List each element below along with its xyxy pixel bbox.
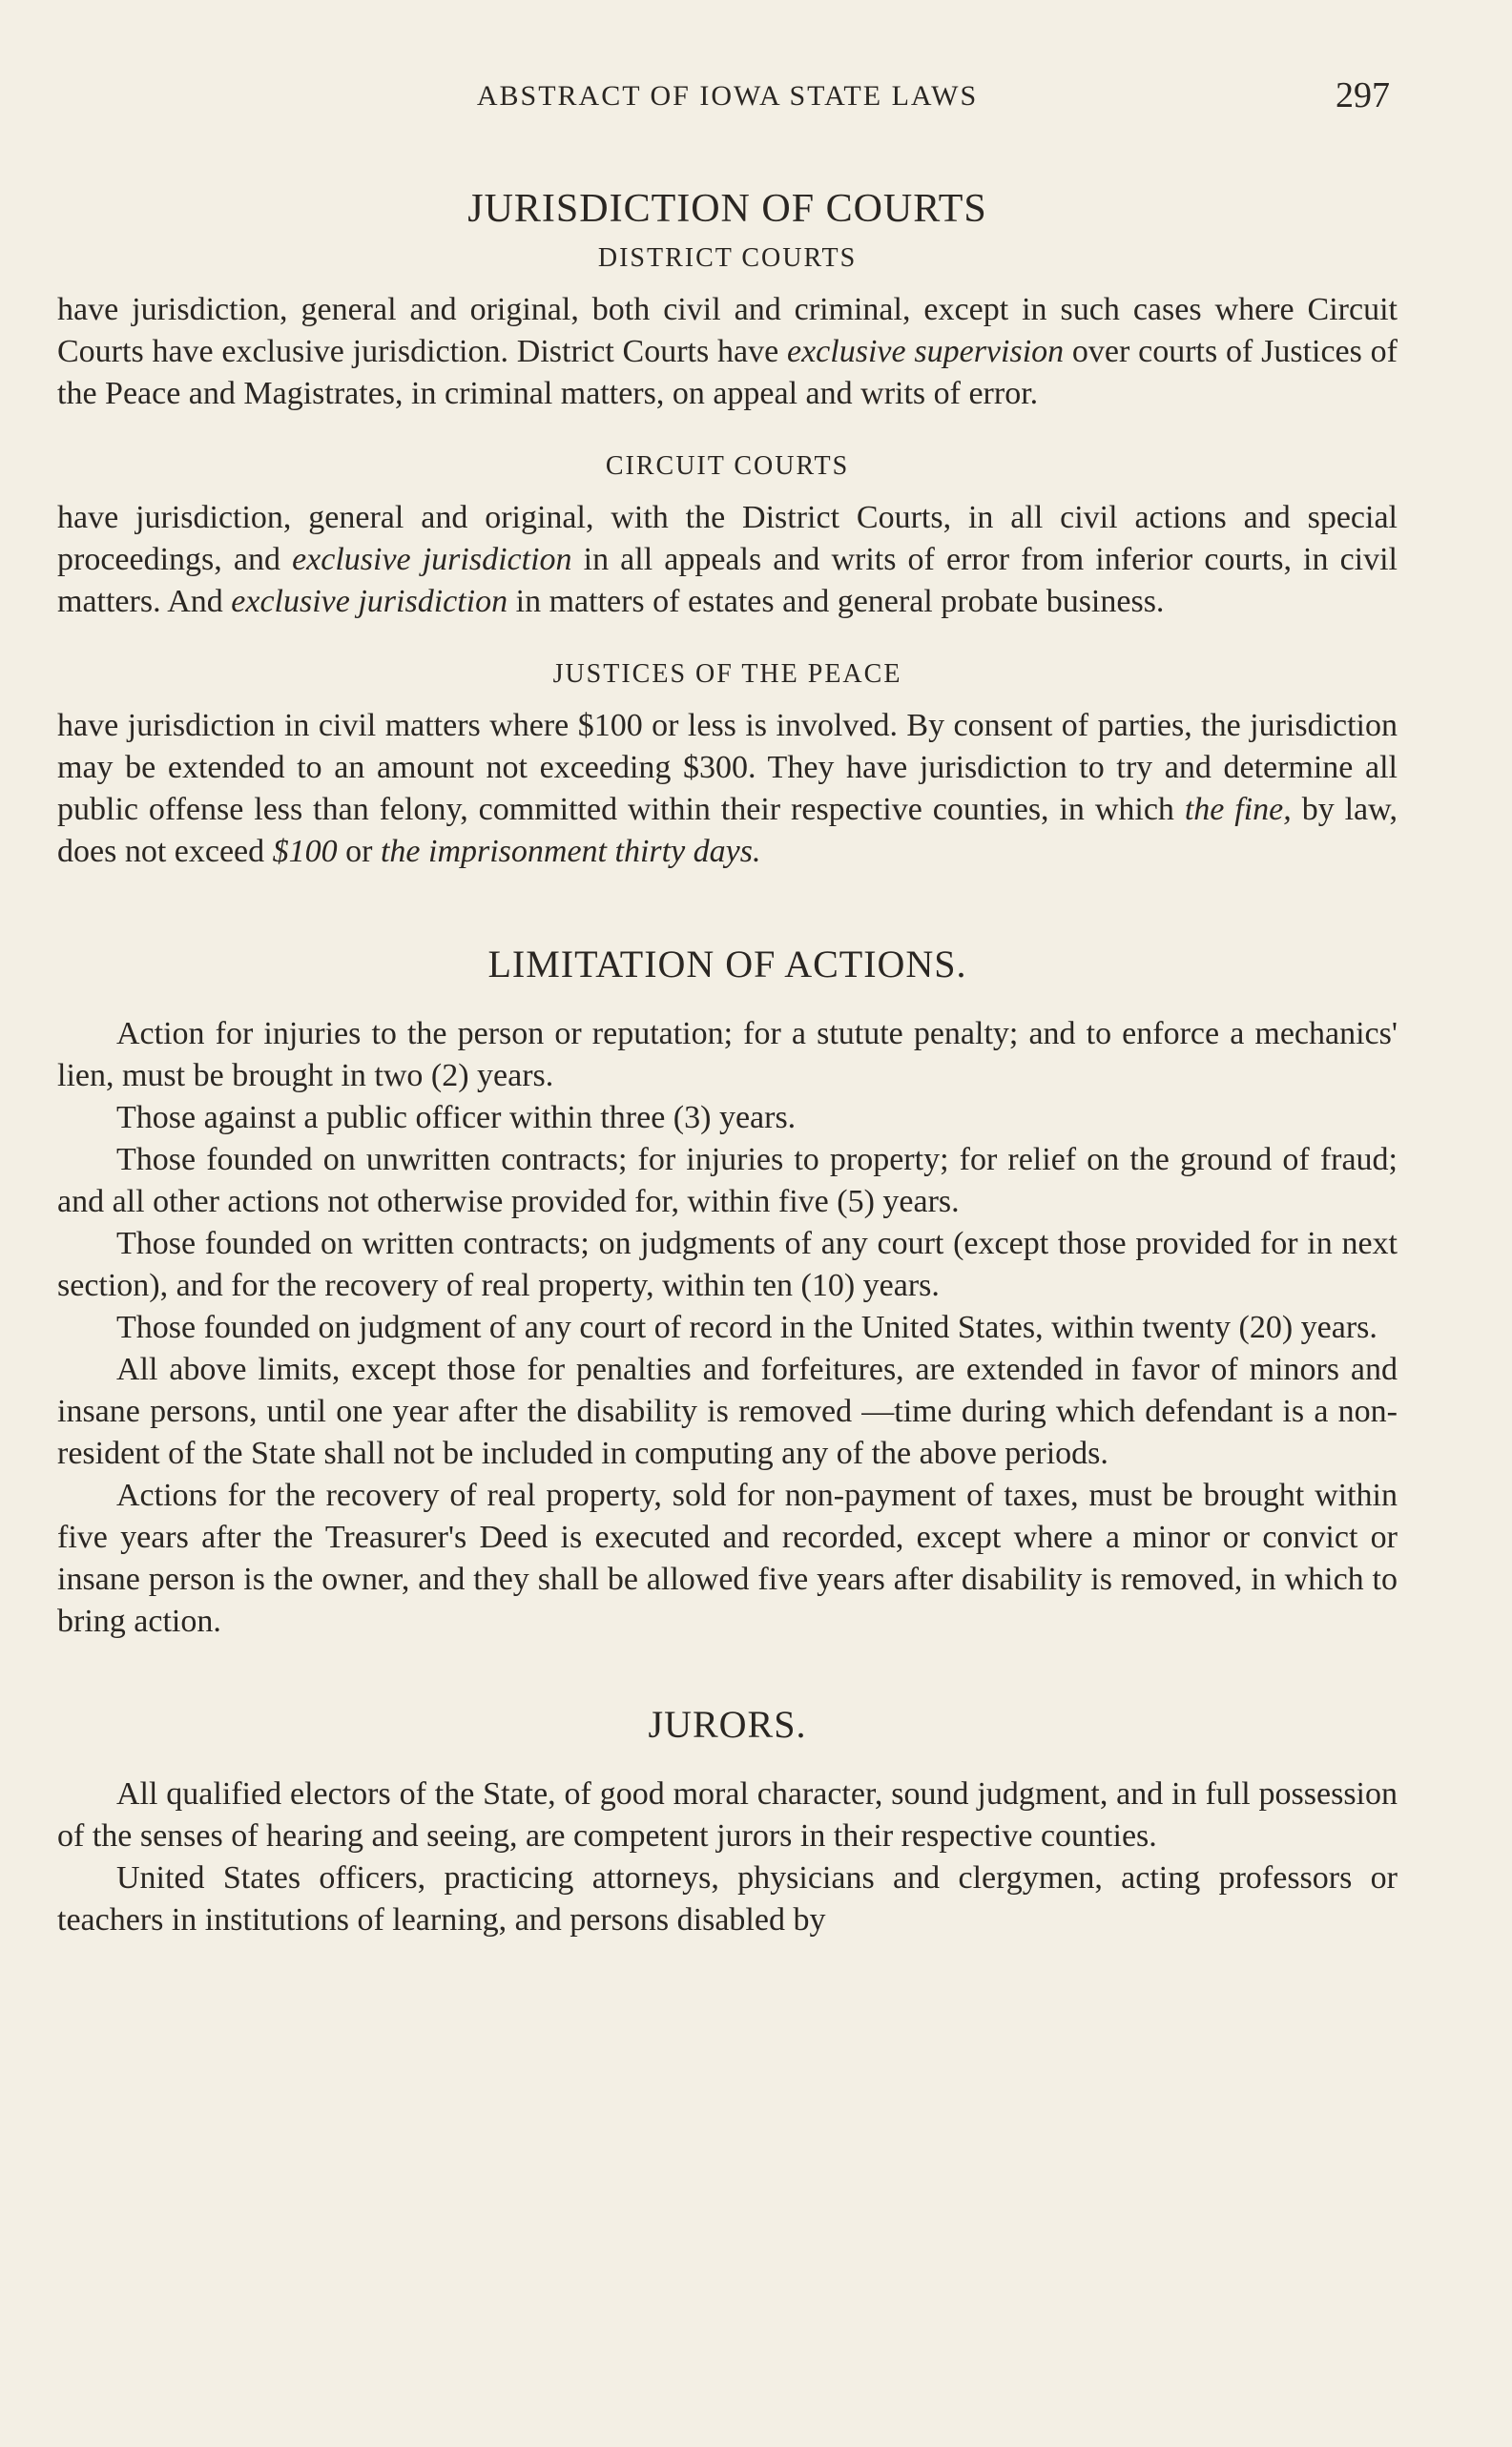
limitation-paragraph: Those founded on unwritten contracts; for injuries to property; for relief on the ground of fraud; and all other actions not otherwise provided for, within five (5) years. xyxy=(57,1142,1398,1219)
text-run: in matters of estates and general probate business. xyxy=(507,584,1165,619)
text-run: over courts of Justices of the Peace and Magistrates, in criminal matters, on appeal and writs of error. xyxy=(57,334,1398,411)
text-run: have jurisdiction in civil matters where $100 or less is involved. By consent of parties, the jurisdiction may be extended to an amount not exceeding $300. They have jurisdiction to try and determine all public offense less than felony, committed within their respective counties, in which xyxy=(57,708,1398,827)
justices-paragraph xyxy=(57,705,1398,873)
limitation-paragraph: Those founded on written contracts; on judgments of any court (except those provided for in next section), and for the recovery of real property, within ten (10) years. xyxy=(57,1226,1398,1303)
text-run: have jurisdiction, general and original, with the District Courts, in all civil actions and special proceedings, and xyxy=(57,500,1398,577)
italic-run: exclusive jurisdiction xyxy=(292,542,572,577)
limitation-paragraph: Actions for the recovery of real property, sold for non-payment of taxes, must be brought within five years after the Treasurer's Deed is executed and recorded, except where a minor or convict or insane person is the owner, and they shall be allowed five years after disability is removed, in which to bring action. xyxy=(57,1478,1398,1639)
subheading-justices-of-the-peace: JUSTICES OF THE PEACE xyxy=(552,659,902,689)
section-title-limitation: LIMITATION OF ACTIONS. xyxy=(487,943,967,985)
text-run: by law, does not exceed xyxy=(57,792,1398,869)
italic-run: exclusive supervision xyxy=(787,334,1065,369)
page-number: 297 xyxy=(1336,75,1390,115)
justices-block xyxy=(57,659,1398,873)
limitation-paragraph: All above limits, except those for penalties and forfeitures, are extended in favor of minors and insane persons, until one year after the disability is removed —time during which defendant is a non-resident of the State shall not be included in computing any of the above periods. xyxy=(57,1352,1398,1471)
subheading-district-courts: DISTRICT COURTS xyxy=(597,243,858,273)
italic-run: exclusive jurisdiction xyxy=(231,584,508,619)
subheading-circuit-courts: CIRCUIT COURTS xyxy=(605,451,850,481)
italic-run: $100 xyxy=(272,834,338,869)
limitation-paragraph: Those founded on judgment of any court of record in the United States, within twenty (20) years. xyxy=(116,1310,1377,1345)
section-title-jurors: JURORS. xyxy=(648,1703,807,1746)
running-title: ABSTRACT OF IOWA STATE LAWS xyxy=(476,80,979,112)
limitation-paragraph: Those against a public officer within three (3) years. xyxy=(116,1100,797,1135)
italic-run: the imprisonment thirty days. xyxy=(380,834,761,869)
limitation-paragraphs xyxy=(57,1013,1398,1643)
text-run: have jurisdiction, general and original, both civil and criminal, except in such cases where Circuit Courts have exclusive jurisdiction. District Courts have xyxy=(57,292,1398,369)
jurors-paragraph: All qualified electors of the State, of good moral character, sound judgment, and in full possession of the senses of hearing and seeing, are competent jurors in their respective counties. xyxy=(57,1776,1398,1854)
jurors-paragraphs xyxy=(57,1773,1398,1941)
italic-run: the fine, xyxy=(1184,792,1292,827)
circuit-courts-block xyxy=(57,451,1398,623)
running-head xyxy=(57,74,1398,122)
limitation-paragraph: Action for injuries to the person or reputation; for a stutute penalty; and to enforce a mechanics' lien, must be brought in two (2) years. xyxy=(57,1016,1398,1093)
district-courts-paragraph xyxy=(57,289,1398,415)
jurors-paragraph: United States officers, practicing attorneys, physicians and clergymen, acting professors or teachers in institutions of learning, and persons disabled by xyxy=(57,1860,1398,1938)
text-run: or xyxy=(337,834,381,869)
text-run: in all appeals and writs of error from inferior courts, in civil matters. And xyxy=(57,542,1398,619)
section-title-jurisdiction: JURISDICTION OF COURTS xyxy=(467,187,987,231)
page-body xyxy=(57,186,1398,1941)
circuit-courts-paragraph xyxy=(57,497,1398,623)
district-courts-block xyxy=(57,243,1398,415)
